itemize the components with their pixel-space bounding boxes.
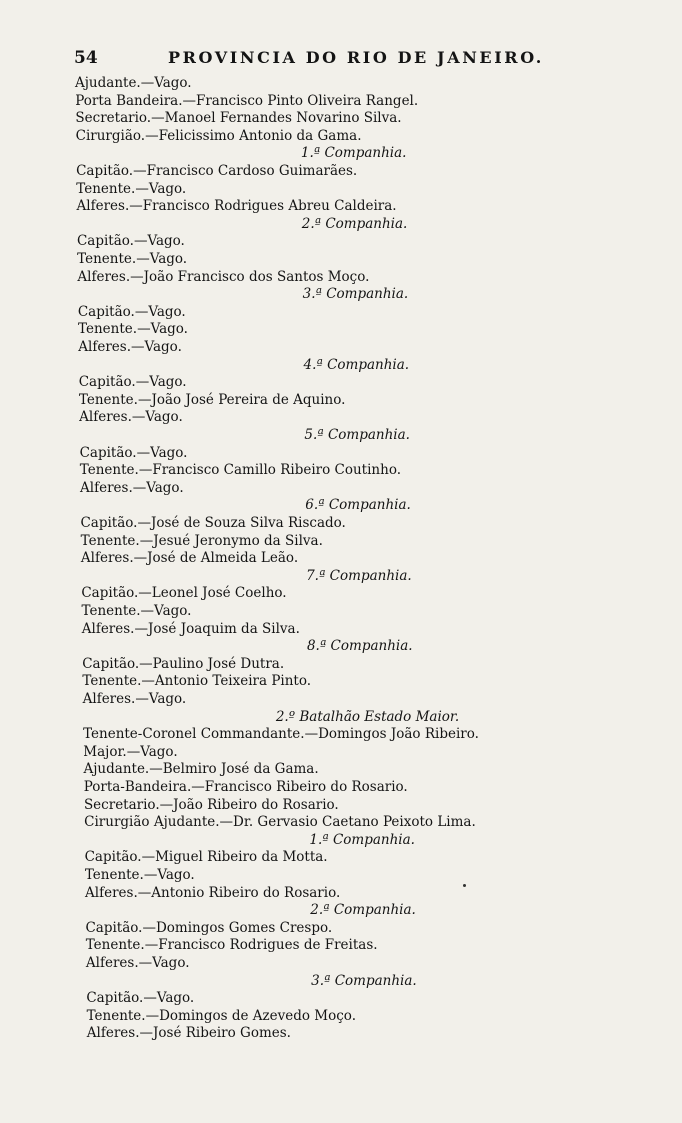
roster-entry: Ajudante.—Belmiro José da Gama. [83,761,319,778]
roster-entry: Tenente.—Francisco Rodrigues de Freitas. [85,937,378,954]
page-header [74,48,544,70]
roster-entry: Capitão.—Vago. [78,374,187,391]
roster-entry: Alferes.—Antonio Ribeiro do Rosario. [85,884,341,901]
roster-entry: Capitão.—Paulino José Dutra. [82,655,285,672]
roster-entry: Major.—Vago. [83,743,178,760]
roster-entry: Capitão.—Vago. [79,444,188,461]
roster-entry: Alferes.—Francisco Rodrigues Abreu Caldeira. [76,198,397,215]
roster-entry: Alferes.—Vago. [78,339,182,355]
roster-entry: Porta-Bandeira.—Francisco Ribeiro do Rosario. [83,779,408,795]
roster-entry: Tenente.—João José Pereira de Aquino. [78,391,346,408]
roster-entry: Tenente.—Vago. [77,251,188,267]
running-title: PROVINCIA DO RIO DE JANEIRO. [168,48,544,67]
roster-entry: Alferes.—Vago. [82,691,187,707]
roster-entry: Cirurgião Ajudante.—Dr. Gervasio Caetano Peixoto Lima. [84,814,476,831]
roster-entry: Secretario.—Manoel Fernandes Novarino Silva. [75,110,402,127]
section-heading: 5.ª Companhia. [304,427,410,443]
section-heading: 2.ª Companhia. [310,902,416,919]
roster-entry: Capitão.—José de Souza Silva Riscado. [80,515,346,531]
roster-entry: Tenente.—Vago. [81,603,192,619]
roster-entry: Alferes.—Vago. [80,479,184,496]
roster-entry: Capitão.—Domingos Gomes Crespo. [85,919,333,936]
roster-entry: Tenente.—Antonio Teixeira Pinto. [82,673,312,690]
roster-entry: Tenente.—Domingos de Azevedo Moço. [86,1007,356,1024]
section-heading: 3.ª Companhia. [311,972,417,989]
roster-entry: Capitão.—Vago. [76,233,185,250]
roster-entry: Capitão.—Vago. [77,303,186,320]
roster-entry: Tenente-Coronel Commandante.—Domingos João Ribeiro. [83,726,479,743]
roster-entry: Alferes.—Vago. [85,955,190,971]
roster-entry: Capitão.—Francisco Cardoso Guimarães. [76,163,358,179]
roster-entry: Alferes.—José Joaquim da Silva. [81,620,300,637]
roster-entry: Secretario.—João Ribeiro do Rosario. [83,796,339,813]
section-heading: 1.ª Companhia. [309,831,415,848]
section-heading: 8.ª Companhia. [306,638,413,655]
roster-entry: Tenente.—Francisco Camillo Ribeiro Coutinho. [79,462,401,479]
roster-entry: Alferes.—João Francisco dos Santos Moço. [77,268,370,285]
roster-entry: Ajudante.—Vago. [75,75,192,91]
ink-speck [463,884,466,887]
roster-entry: Porta Bandeira.—Francisco Pinto Oliveira Rangel. [75,92,419,109]
section-heading: 1.ª Companhia. [300,145,407,162]
section-heading: 7.ª Companhia. [306,567,412,584]
roster-entry: Tenente.—Vago. [84,867,195,883]
page-number: 54 [74,48,98,68]
roster-entry: Tenente.—Vago. [76,180,187,197]
roster-entry: Alferes.—Vago. [79,409,183,426]
roster-entry: Alferes.—José de Almeida Leão. [80,550,299,567]
roster-entry: Capitão.—Miguel Ribeiro da Motta. [84,849,328,866]
roster-entry: Capitão.—Vago. [86,990,195,1007]
section-heading: 4.ª Companhia. [303,356,410,373]
roster-entry: Tenente.—Vago. [78,321,188,338]
section-heading: 2.º Batalhão Estado Maior. [275,708,460,725]
section-heading: 3.ª Companhia. [302,286,409,303]
roster-entry: Tenente.—Jesué Jeronymo da Silva. [80,532,323,549]
roster-entry: Alferes.—José Ribeiro Gomes. [86,1025,291,1042]
roster-entry: Capitão.—Leonel José Coelho. [81,585,287,602]
section-heading: 6.ª Companhia. [305,497,411,514]
section-heading: 2.ª Companhia. [301,215,408,232]
roster-entry: Cirurgião.—Felicissimo Antonio da Gama. [75,127,362,144]
